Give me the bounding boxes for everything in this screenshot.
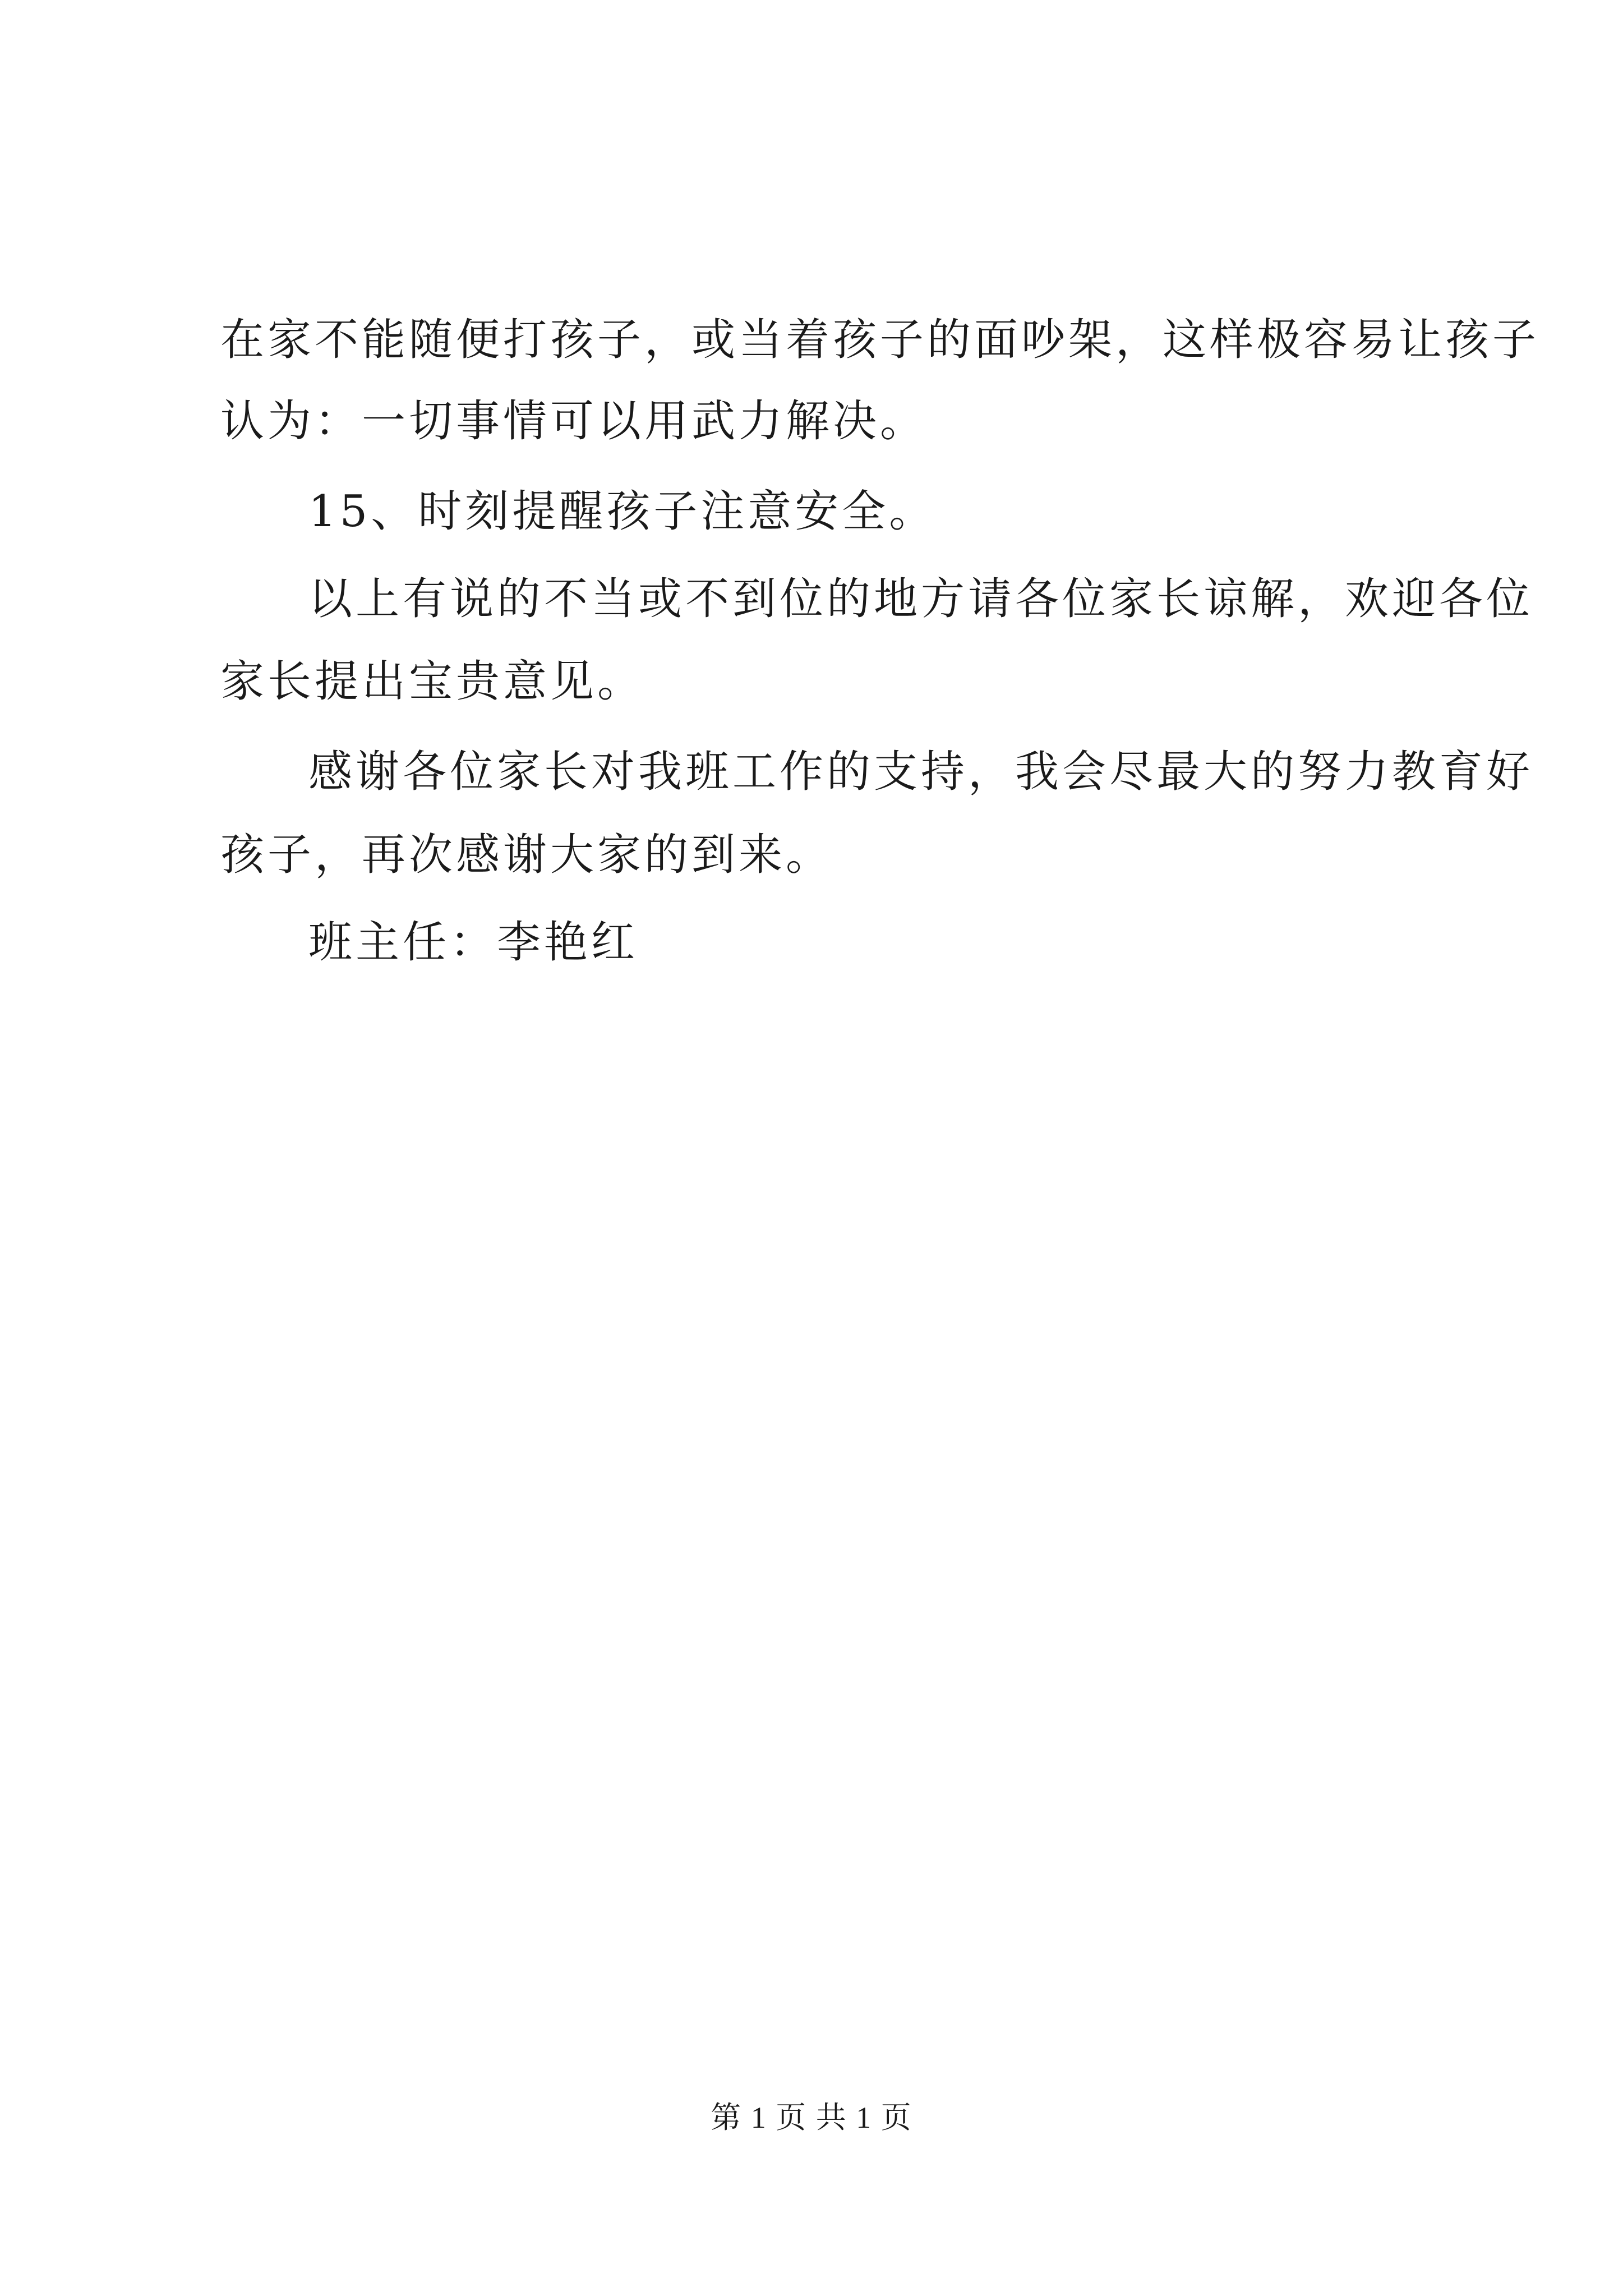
signature-line: 班主任：李艳红 [308, 917, 639, 968]
paragraph-line: 孩子，再次感谢大家的到来。 [220, 830, 833, 880]
paragraph-line: 家长提出宝贵意见。 [220, 656, 645, 707]
paragraph-line: 在家不能随便打孩子，或当着孩子的面吵架，这样极容易让孩子 [220, 315, 1540, 365]
paragraph-line: 认为：一切事情可以用武力解决。 [220, 396, 928, 447]
paragraph-line: 感谢各位家长对我班工作的支持，我会尽最大的努力教育好 [308, 747, 1534, 797]
paragraph-line: 以上有说的不当或不到位的地方请各位家长谅解，欢迎各位 [308, 574, 1534, 624]
page-footer: 第 1 页 共 1 页 [711, 2101, 912, 2134]
paragraph-line: 15、时刻提醒孩子注意安全。 [308, 486, 937, 537]
